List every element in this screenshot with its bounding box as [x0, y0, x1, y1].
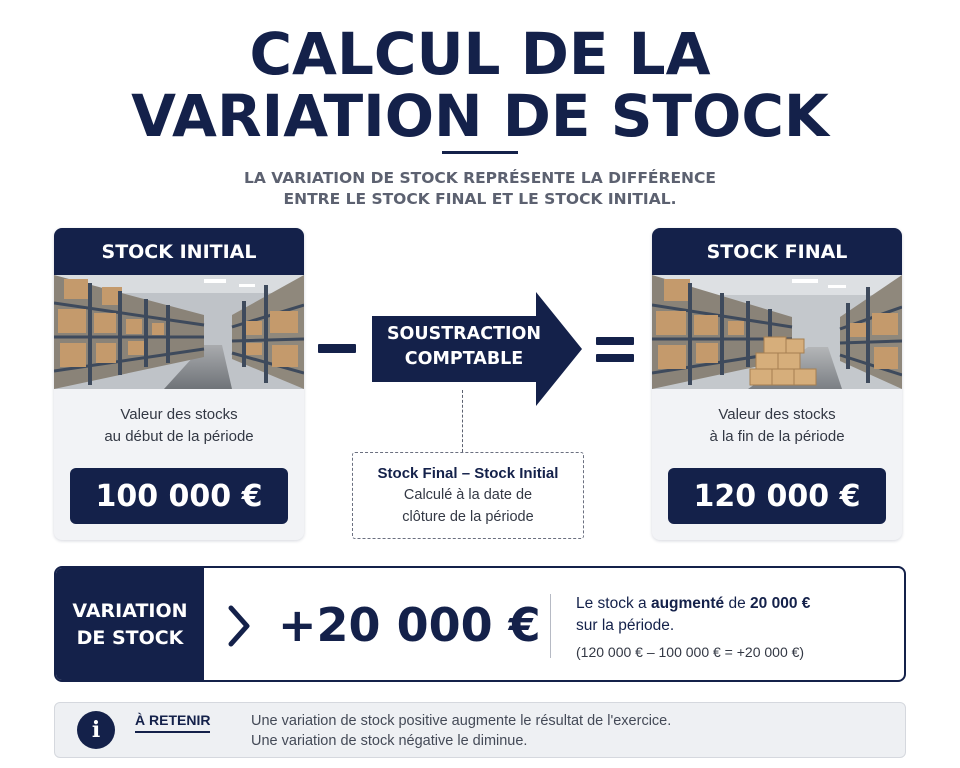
reminder-line2: Une variation de stock négative le diminue. — [251, 733, 528, 749]
reminder-box — [54, 702, 906, 758]
arrow-label-line1: SOUSTRACTION — [386, 324, 542, 344]
stock-initial-desc-line2: au début de la période — [104, 428, 254, 445]
connector-line — [462, 390, 463, 452]
formula-text: Stock Final – Stock Initial — [377, 465, 559, 482]
minus-sign — [318, 344, 356, 353]
variation-summary — [54, 566, 906, 682]
stock-final-card — [652, 228, 902, 540]
stock-final-header: STOCK FINAL — [652, 228, 902, 275]
subtitle-line1: LA VARIATION DE STOCK REPRÉSENTE LA DIFFÉRENCE — [244, 169, 716, 187]
variation-text-direction: augmenté — [650, 595, 725, 612]
variation-explanation — [576, 593, 810, 637]
variation-calculation: (120 000 € – 100 000 € = +20 000 €) — [576, 644, 805, 660]
page-title-line1: CALCUL DE LA — [249, 20, 711, 88]
arrow-label-line2: COMPTABLE — [404, 349, 524, 369]
warehouse-image-initial — [54, 275, 304, 389]
variation-label — [56, 568, 204, 680]
formula-note-line2: clôture de la période — [402, 509, 534, 525]
subtitle-line2: ENTRE LE STOCK FINAL ET LE STOCK INITIAL. — [283, 190, 677, 208]
page-title-line2: VARIATION DE STOCK — [131, 82, 829, 150]
variation-amount: +20 000 € — [278, 598, 541, 652]
variation-label-line1: VARIATION — [72, 600, 188, 622]
stock-final-desc-line1: Valeur des stocks — [718, 406, 836, 423]
variation-label-line2: DE STOCK — [76, 627, 184, 649]
reminder-text — [251, 711, 671, 751]
equals-sign-bottom — [596, 354, 634, 362]
formula-box — [352, 452, 584, 539]
arrow-label — [372, 322, 556, 372]
variation-text-mid: de — [724, 595, 751, 612]
stock-final-desc-line2: à la fin de la période — [709, 428, 845, 445]
stock-initial-value: 100 000 € — [70, 468, 288, 524]
variation-text-amount: 20 000 € — [750, 595, 811, 612]
stock-final-description — [652, 404, 902, 448]
chevron-right-icon — [226, 604, 252, 648]
stock-initial-header: STOCK INITIAL — [54, 228, 304, 275]
stock-initial-description — [54, 404, 304, 448]
stock-initial-desc-line1: Valeur des stocks — [120, 406, 238, 423]
warehouse-image-final — [652, 275, 902, 389]
variation-divider — [550, 594, 551, 658]
stock-initial-card — [54, 228, 304, 540]
variation-text-prefix: Le stock a — [576, 595, 651, 612]
info-icon: i — [77, 711, 115, 749]
formula-note-line1: Calculé à la date de — [403, 487, 533, 503]
equals-sign-top — [596, 337, 634, 345]
variation-text-line2: sur la période. — [576, 617, 675, 634]
title-divider — [442, 151, 518, 154]
reminder-line1: Une variation de stock positive augmente le résultat de l'exercice. — [251, 713, 672, 729]
stock-final-value: 120 000 € — [668, 468, 886, 524]
reminder-title: À RETENIR — [135, 712, 210, 733]
